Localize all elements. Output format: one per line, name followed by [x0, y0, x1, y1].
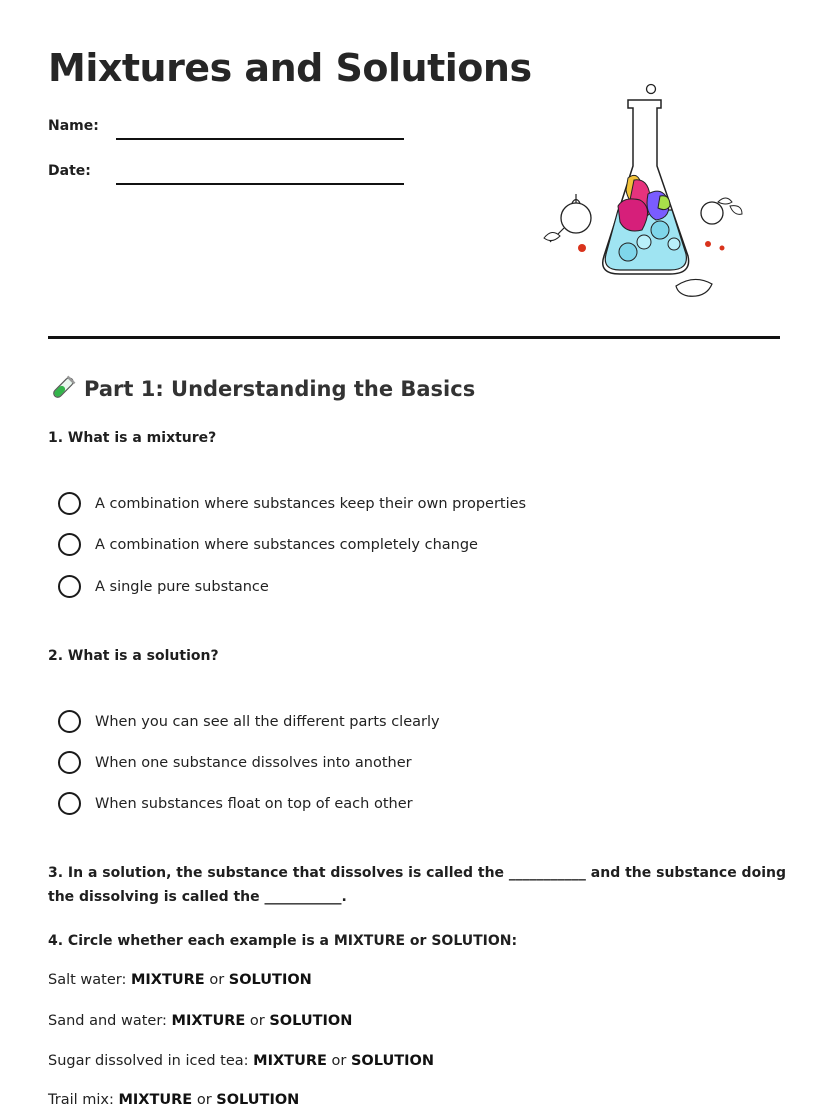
- example-row: [48, 972, 312, 988]
- radio-button[interactable]: [58, 575, 81, 598]
- solution-choice[interactable]: SOLUTION: [350, 1053, 434, 1069]
- example-label: Sugar dissolved in iced tea:: [48, 1053, 249, 1069]
- option-label: When you can see all the different parts clearly: [95, 713, 440, 730]
- name-label: Name:: [48, 118, 99, 134]
- option-label: When substances float on top of each other: [95, 795, 413, 812]
- example-row: [48, 1013, 352, 1029]
- radio-button[interactable]: [58, 533, 81, 556]
- example-label: Salt water:: [48, 972, 127, 988]
- part1-heading-text: Part 1: Understanding the Basics: [84, 377, 476, 401]
- radio-button[interactable]: [58, 710, 81, 733]
- example-row: [48, 1092, 299, 1108]
- option-label: When one substance dissolves into another: [95, 754, 412, 771]
- question-2: 2. What is a solution?: [48, 648, 219, 664]
- or-connector: or: [196, 1092, 212, 1108]
- part1-heading: [48, 375, 475, 403]
- q1-option-1[interactable]: [58, 492, 526, 515]
- solution-choice[interactable]: SOLUTION: [216, 1092, 300, 1108]
- q1-option-2[interactable]: [58, 533, 478, 556]
- solution-choice[interactable]: SOLUTION: [269, 1013, 353, 1029]
- mixture-choice[interactable]: MIXTURE: [118, 1092, 193, 1108]
- worksheet-title: Mixtures and Solutions: [48, 46, 532, 90]
- flask-illustration-icon: [530, 78, 760, 308]
- or-connector: or: [331, 1053, 347, 1069]
- date-field[interactable]: [116, 183, 404, 185]
- q2-option-2[interactable]: [58, 751, 412, 774]
- q2-option-1[interactable]: [58, 710, 440, 733]
- radio-button[interactable]: [58, 751, 81, 774]
- question-1: 1. What is a mixture?: [48, 430, 217, 446]
- radio-button[interactable]: [58, 792, 81, 815]
- q2-option-3[interactable]: [58, 792, 413, 815]
- q1-option-3[interactable]: [58, 575, 269, 598]
- date-label: Date:: [48, 163, 91, 179]
- option-label: A combination where substances completely change: [95, 536, 478, 553]
- mixture-choice[interactable]: MIXTURE: [253, 1053, 327, 1069]
- example-label: Trail mix:: [48, 1092, 114, 1108]
- or-connector: or: [249, 1013, 265, 1029]
- mixture-choice[interactable]: MIXTURE: [171, 1013, 246, 1029]
- radio-button[interactable]: [58, 492, 81, 515]
- test-tube-icon: [48, 375, 76, 403]
- mixture-choice[interactable]: MIXTURE: [130, 972, 205, 988]
- option-label: A single pure substance: [95, 578, 269, 595]
- example-label: Sand and water:: [48, 1013, 167, 1029]
- or-connector: or: [209, 972, 225, 988]
- name-field[interactable]: [116, 138, 404, 140]
- example-row: [48, 1053, 434, 1069]
- header-divider: [48, 336, 780, 339]
- option-label: A combination where substances keep their own properties: [95, 495, 527, 512]
- solution-choice[interactable]: SOLUTION: [228, 972, 312, 988]
- question-4: 4. Circle whether each example is a MIXTURE or SOLUTION:: [48, 933, 518, 949]
- question-3: 3. In a solution, the substance that dissolves is called the ___________ and the substance doing the dissolving is called the ___________.: [48, 865, 786, 905]
